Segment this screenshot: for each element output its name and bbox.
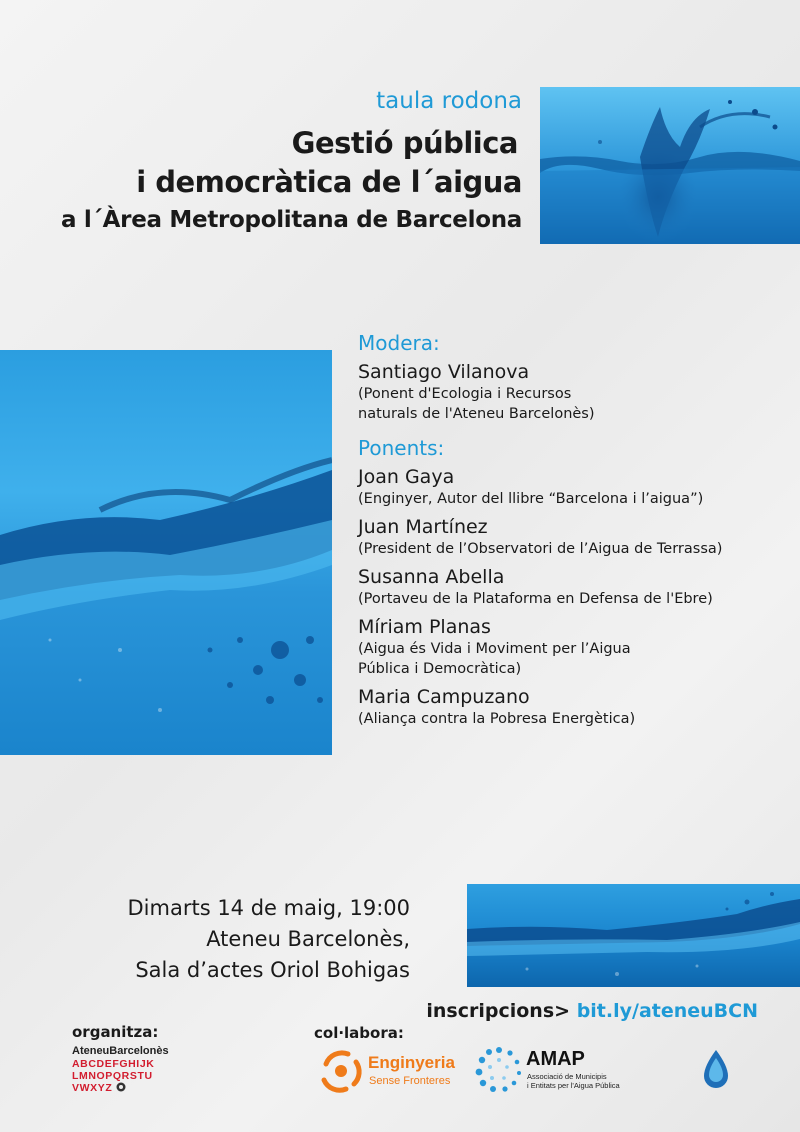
amap-logo-subname-line: i Entitats per l'Aigua Pública xyxy=(527,1081,620,1090)
speaker-item xyxy=(358,465,798,509)
ateneu-logo-name: AteneuBarcelonès xyxy=(72,1045,169,1057)
ateneu-logo-row-text: VWXYZ xyxy=(72,1082,113,1094)
water-wave-image xyxy=(0,350,332,755)
event-type: taula rodona xyxy=(376,88,522,114)
water-surface-image xyxy=(467,884,800,987)
person-role: naturals de l'Ateneu Barcelonès) xyxy=(358,406,595,422)
ateneu-emblem-icon xyxy=(116,1082,126,1092)
person-name: Santiago Vilanova xyxy=(358,361,530,383)
esf-logo-subname: Sense Fronteres xyxy=(369,1075,451,1087)
speaker-item xyxy=(358,615,798,679)
moderator xyxy=(358,360,798,424)
amap-logo-icon xyxy=(474,1045,524,1095)
organitza-label: organitza: xyxy=(72,1023,159,1041)
person-role: Pública i Democràtica) xyxy=(358,661,522,677)
amap-logo-subname-line: Associació de Municipis xyxy=(527,1072,607,1081)
event-info xyxy=(128,893,411,986)
water-splash-image xyxy=(540,87,800,244)
person-name: Míriam Planas xyxy=(358,616,491,638)
esf-logo-name: Enginyeria xyxy=(368,1053,455,1072)
ateneu-logo-row: LMNOPQRSTU xyxy=(72,1070,153,1082)
registration-label: inscripcions> xyxy=(426,1000,571,1022)
ateneu-logo-row: ABCDEFGHIJK xyxy=(72,1058,155,1070)
speaker-item xyxy=(358,565,798,609)
person-role: (Aigua és Vida i Moviment per l’Aigua xyxy=(358,641,631,657)
speakers-panel xyxy=(358,331,798,735)
moderator-label: Modera: xyxy=(358,331,440,355)
event-room: Sala d’actes Oriol Bohigas xyxy=(135,958,410,982)
amap-logo-subname xyxy=(527,1072,620,1090)
aigua-es-vida-logo xyxy=(652,1048,780,1094)
ateneu-logo xyxy=(72,1045,169,1094)
colabora-label: col·labora: xyxy=(314,1024,404,1042)
person-name: Juan Martínez xyxy=(358,516,488,538)
person-name: Joan Gaya xyxy=(358,466,455,488)
person-role: (Ponent d'Ecologia i Recursos xyxy=(358,386,572,402)
event-date-time: Dimarts 14 de maig, 19:00 xyxy=(127,896,410,920)
title-line-1: Gestió pública xyxy=(291,126,518,160)
title-line-3: a l´Àrea Metropolitana de Barcelona xyxy=(60,207,522,233)
person-name: Maria Campuzano xyxy=(358,686,530,708)
amap-logo-name: AMAP xyxy=(526,1048,585,1070)
event-venue: Ateneu Barcelonès, xyxy=(206,927,410,951)
speaker-item xyxy=(358,515,798,559)
registration xyxy=(426,1000,758,1022)
person-role: (President de l’Observatori de l’Aigua de Terrassa) xyxy=(358,541,723,557)
registration-link[interactable]: bit.ly/ateneuBCN xyxy=(576,1000,758,1022)
esf-logo-icon xyxy=(316,1046,366,1096)
speakers-label: Ponents: xyxy=(358,436,445,460)
person-role: (Enginyer, Autor del llibre “Barcelona i l’aigua”) xyxy=(358,491,704,507)
speaker-item xyxy=(358,685,798,729)
person-role: (Portaveu de la Plataforma en Defensa de l'Ebre) xyxy=(358,591,713,607)
person-name: Susanna Abella xyxy=(358,566,505,588)
person-role: (Aliança contra la Pobresa Energètica) xyxy=(358,711,636,727)
ateneu-logo-row xyxy=(72,1082,169,1094)
title-line-2: i democràtica de l´aigua xyxy=(136,165,522,199)
